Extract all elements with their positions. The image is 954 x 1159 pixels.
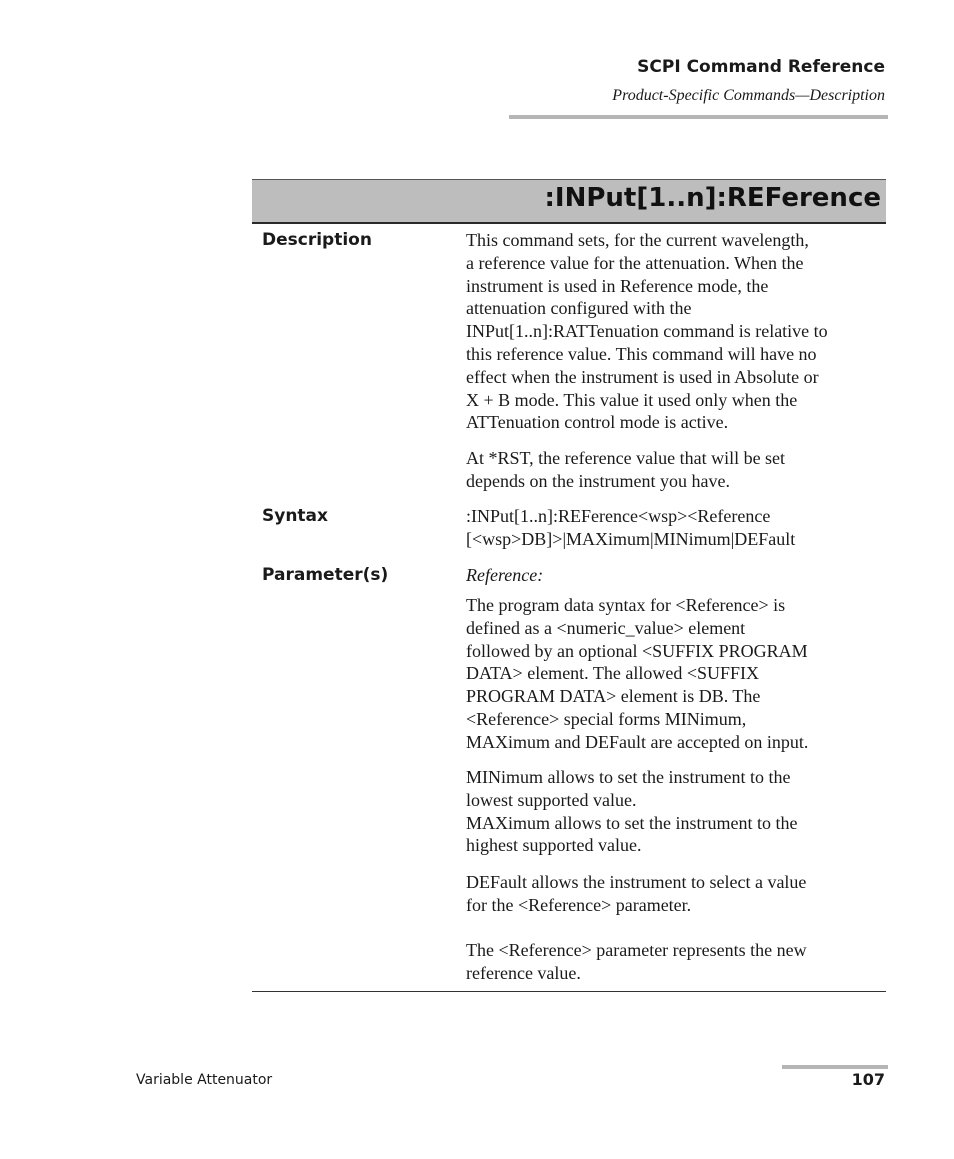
text-line: [<wsp>DB]>|MAXimum|MINimum|DEFault: [466, 528, 796, 549]
parameters-paragraph-3: [466, 871, 886, 917]
section-end-divider: [252, 991, 886, 992]
text-line: for the <Reference> parameter.: [466, 894, 692, 915]
text-line: MAXimum and DEFault are accepted on input.: [466, 731, 809, 752]
text-line: At *RST, the reference value that will be set: [466, 448, 786, 468]
text-line: The <Reference> parameter represents the new: [466, 940, 807, 960]
text-line: X + B mode. This value it used only when the: [466, 389, 798, 410]
text-line: Reference:: [466, 565, 544, 585]
syntax-label: Syntax: [262, 506, 328, 526]
text-line: DEFault allows the instrument to select a value: [466, 872, 807, 892]
footer-product-name: Variable Attenuator: [136, 1072, 273, 1088]
parameters-paragraph-2: [466, 766, 886, 857]
parameters-paragraph-4: [466, 939, 886, 985]
footer-divider: [782, 1065, 888, 1069]
description-paragraph-2: [466, 447, 886, 493]
description-paragraph-1: [466, 229, 886, 434]
command-title-bar: [252, 179, 886, 224]
text-line: The program data syntax for <Reference> is: [466, 595, 786, 615]
text-line: reference value.: [466, 962, 581, 983]
header-divider: [509, 115, 888, 119]
parameters-paragraph-1: [466, 594, 886, 754]
text-line: instrument is used in Reference mode, the: [466, 275, 769, 296]
text-line: This command sets, for the current wavelength,: [466, 230, 809, 250]
text-line: a reference value for the attenuation. When the: [466, 252, 804, 273]
text-line: INPut[1..n]:RATTenuation command is relative to: [466, 321, 828, 342]
command-title: :INPut[1..n]:REFerence: [544, 183, 881, 213]
text-line: depends on the instrument you have.: [466, 470, 730, 491]
text-line: MINimum allows to set the instrument to the: [466, 767, 791, 787]
text-line: PROGRAM DATA> element is DB. The: [466, 686, 761, 707]
text-line: followed by an optional <SUFFIX PROGRAM: [466, 640, 808, 661]
text-line: attenuation configured with the: [466, 298, 692, 319]
text-line: <Reference> special forms MINimum,: [466, 708, 747, 729]
page-number: 107: [851, 1070, 885, 1089]
running-header-title: SCPI Command Reference: [637, 57, 885, 77]
text-line: this reference value. This command will have no: [466, 343, 817, 364]
syntax-text: [466, 505, 886, 551]
text-line: MAXimum allows to set the instrument to the: [466, 812, 798, 833]
description-label: Description: [262, 230, 372, 250]
text-line: highest supported value.: [466, 835, 642, 856]
text-line: defined as a <numeric_value> element: [466, 617, 746, 638]
parameters-label: Parameter(s): [262, 565, 389, 585]
text-line: ATTenuation control mode is active.: [466, 412, 729, 433]
text-line: :INPut[1..n]:REFerence<wsp><Reference: [466, 506, 771, 526]
parameter-name: [466, 564, 886, 587]
running-header-subtitle: Product-Specific Commands—Description: [612, 87, 885, 104]
text-line: effect when the instrument is used in Absolute or: [466, 366, 819, 387]
text-line: lowest supported value.: [466, 789, 637, 810]
text-line: DATA> element. The allowed <SUFFIX: [466, 663, 759, 684]
